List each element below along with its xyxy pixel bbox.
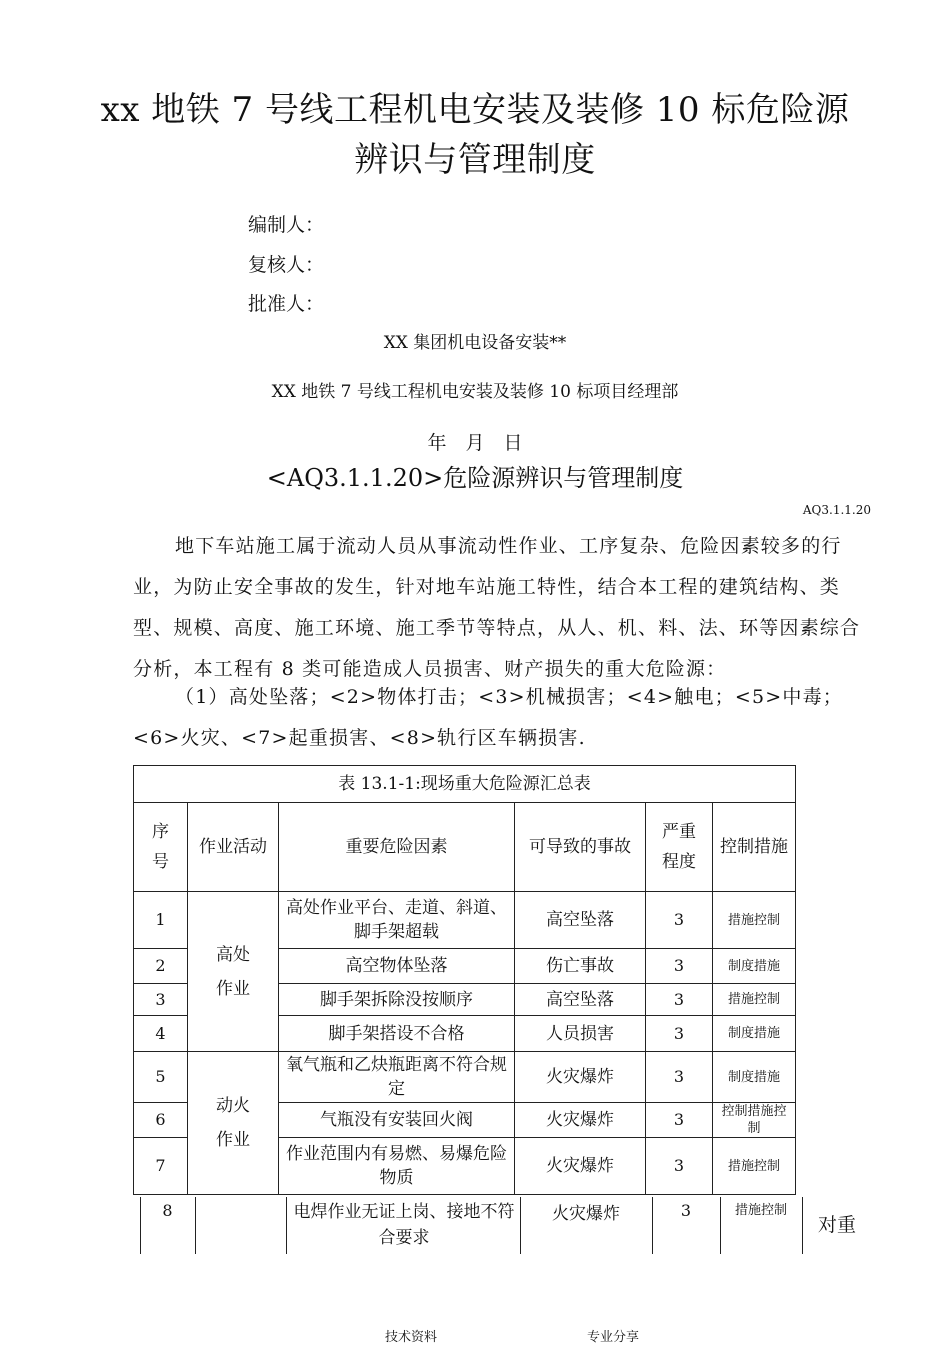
section-title: <AQ3.1.1.20>危险源辨识与管理制度 [266, 464, 684, 492]
row-hazard: 脚手架搭设不合格 [279, 1016, 515, 1052]
row-no: 1 [134, 892, 188, 949]
row-no: 7 [134, 1138, 188, 1195]
group-high-altitude: 高处作业 [188, 892, 279, 1052]
row-control: 措施控制 [713, 984, 796, 1016]
header-control: 控制措施 [713, 803, 796, 892]
row-accident: 伤亡事故 [515, 949, 646, 984]
row-severity: 3 [646, 1103, 713, 1138]
document-title-line1: xx 地铁 7 号线工程机电安装及装修 10 标危险源 [100, 90, 850, 130]
row-no: 8 [162, 1201, 173, 1220]
row-control: 制度措施 [713, 949, 796, 984]
table-caption: 表 13.1-1:现场重大危险源汇总表 [134, 766, 796, 803]
row-hazard: 电焊作业无证上岗、接地不符合要求 [293, 1202, 515, 1248]
row-accident: 火灾爆炸 [515, 1052, 646, 1103]
row-hazard: 作业范围内有易燃、易爆危险物质 [279, 1138, 515, 1195]
row-accident: 火灾爆炸 [515, 1103, 646, 1138]
row-no: 2 [134, 949, 188, 984]
row-no: 6 [134, 1103, 188, 1138]
row-hazard: 脚手架拆除没按顺序 [279, 984, 515, 1016]
row-no: 5 [134, 1052, 188, 1103]
row-hazard: 高空物体坠落 [279, 949, 515, 984]
row-accident: 高空坠落 [515, 892, 646, 949]
side-note: 对重 [818, 1214, 857, 1236]
document-title-line2: 辨识与管理制度 [354, 140, 596, 180]
header-hazard: 重要危险因素 [279, 803, 515, 892]
row-accident: 高空坠落 [515, 984, 646, 1016]
table-row-8 [140, 1197, 803, 1254]
header-activity: 作业活动 [188, 803, 279, 892]
footer-left: 技术资料 [385, 1330, 438, 1345]
date-line: 年 月 日 [427, 432, 523, 454]
row-severity: 3 [646, 1138, 713, 1195]
row-control: 措施控制 [713, 1138, 796, 1195]
row-accident: 火灾爆炸 [515, 1138, 646, 1195]
department-name: XX 地铁 7 号线工程机电安装及装修 10 标项目经理部 [271, 382, 679, 402]
table-row [134, 892, 796, 949]
row-severity: 3 [646, 1016, 713, 1052]
footer-right: 专业分享 [587, 1330, 640, 1345]
header-seq: 序号 [134, 803, 188, 892]
row-control: 制度措施 [713, 1052, 796, 1103]
hazard-list-paragraph: （1）高处坠落；<2>物体打击；<3>机械损害；<4>触电；<5>中毒；<6>火灾、<7>起重损害、<8>轨行区车辆损害. [133, 686, 844, 749]
row-accident: 人员损害 [515, 1016, 646, 1052]
row-hazard: 高处作业平台、走道、斜道、脚手架超载 [279, 892, 515, 949]
row-no: 4 [134, 1016, 188, 1052]
company-name: XX 集团机电设备安装** [383, 333, 567, 353]
group-hot-work: 动火作业 [188, 1052, 279, 1195]
row-severity: 3 [646, 1052, 713, 1103]
document-code: AQ3.1.1.20 [802, 503, 871, 517]
row-severity: 3 [646, 892, 713, 949]
row-severity: 3 [680, 1201, 692, 1220]
approver-label: 批准人： [248, 293, 325, 315]
hazard-summary-table [133, 765, 796, 1195]
header-accident: 可导致的事故 [515, 803, 646, 892]
row-severity: 3 [646, 984, 713, 1016]
row-severity: 3 [646, 949, 713, 984]
row-control: 措施控制 [713, 892, 796, 949]
reviewer-label: 复核人： [248, 254, 325, 276]
row-accident: 火灾爆炸 [552, 1204, 620, 1224]
row-control: 制度措施 [713, 1016, 796, 1052]
row-control: 措施控制 [734, 1203, 787, 1218]
intro-paragraph: 地下车站施工属于流动人员从事流动性作业、工序复杂、危险因素较多的行业，为防止安全事故的发生，针对地车站施工特性，结合本工程的建筑结构、类型、规模、高度、施工环境、施工季节等特点，从人、机、料、法、环等因素综合分析，本工程有 8 类可能造成人员损害、财产损失的重大危险源： [133, 535, 861, 680]
table-row [134, 1052, 796, 1103]
row-no: 3 [134, 984, 188, 1016]
row-hazard: 气瓶没有安装回火阀 [279, 1103, 515, 1138]
row-control: 控制措施控制 [713, 1103, 796, 1138]
header-severity: 严重程度 [646, 803, 713, 892]
row-hazard: 氧气瓶和乙炔瓶距离不符合规定 [279, 1052, 515, 1103]
editor-label: 编制人： [248, 214, 325, 236]
